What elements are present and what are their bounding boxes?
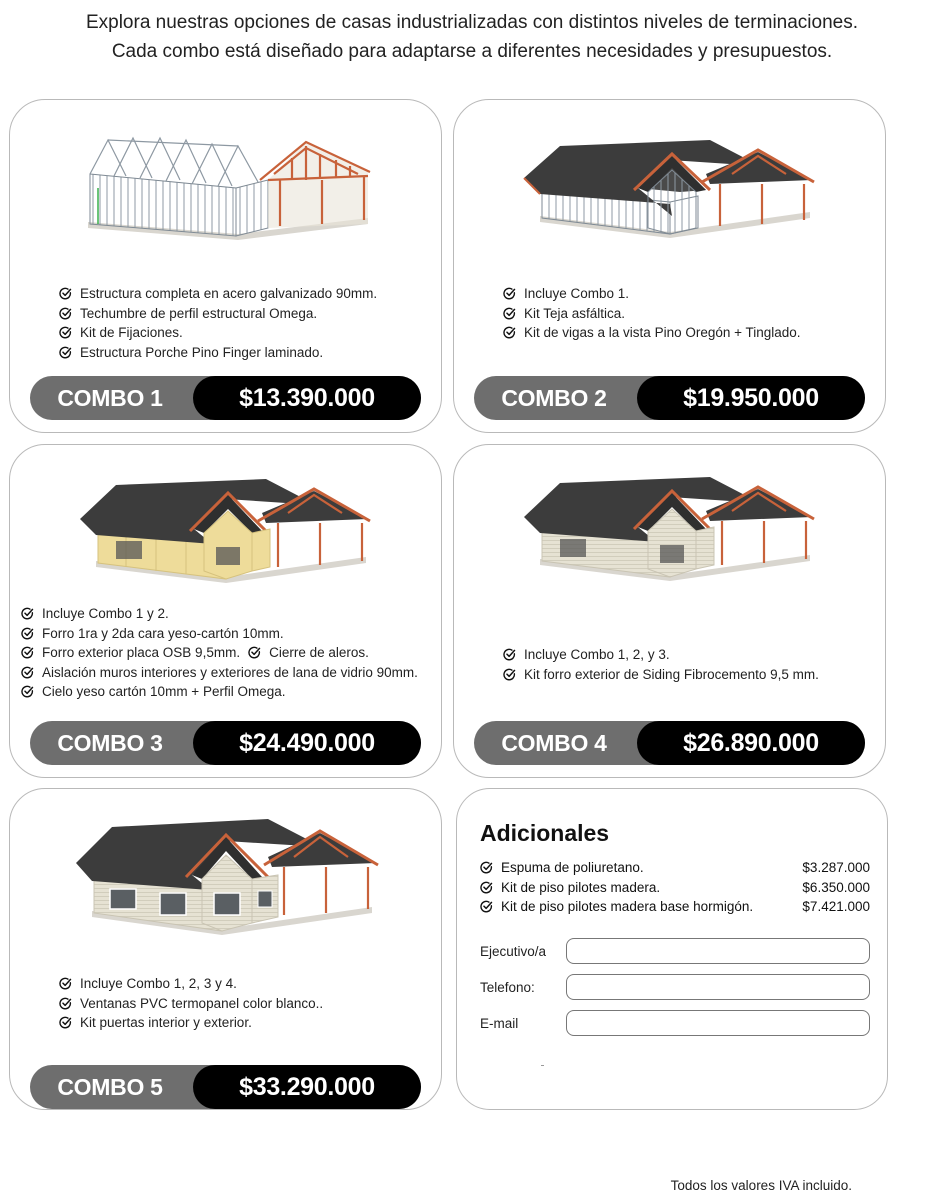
telefono-field[interactable]	[566, 974, 870, 1000]
combo-label: COMBO 5	[57, 1074, 163, 1100]
adicional-price: $3.287.000	[802, 860, 870, 875]
combo-3-price-pill[interactable]	[30, 721, 421, 765]
footnote: Todos los valores IVA incluido.	[670, 1178, 852, 1193]
combo-price: $19.950.000	[637, 376, 865, 420]
combo-price: $24.490.000	[193, 721, 421, 765]
check-circle-icon	[503, 287, 516, 300]
steel-frame-house-icon	[78, 128, 378, 253]
feature-item	[59, 343, 377, 363]
divider-dot	[541, 1065, 544, 1066]
ejecutivo-row	[480, 938, 870, 964]
combo-label: COMBO 3	[57, 730, 163, 756]
feature-text: Kit de vigas a la vista Pino Oregón + Tinglado.	[524, 325, 801, 340]
feature-item	[503, 323, 801, 343]
feature-text: Forro 1ra y 2da cara yeso-cartón 10mm.	[42, 625, 284, 641]
ejecutivo-label: Ejecutivo/a	[480, 944, 547, 959]
check-circle-icon	[59, 346, 72, 359]
check-circle-icon	[21, 607, 34, 620]
feature-text: Estructura completa en acero galvanizado 90mm.	[80, 286, 378, 301]
check-circle-icon	[480, 881, 493, 894]
feature-text: Estructura Porche Pino Finger laminado.	[80, 344, 324, 360]
ejecutivo-field[interactable]	[566, 938, 870, 964]
combo-1-card	[9, 99, 442, 433]
feature-text: Incluye Combo 1, 2, y 3.	[524, 647, 670, 662]
adicional-name: Kit de piso pilotes madera.	[501, 879, 661, 895]
feature-item	[59, 1013, 323, 1033]
feature-item	[59, 323, 377, 343]
check-circle-icon	[59, 977, 72, 990]
combo-1-features	[59, 284, 377, 362]
check-circle-icon	[503, 668, 516, 681]
check-circle-icon	[480, 861, 493, 874]
combo-price: $33.290.000	[193, 1065, 421, 1109]
feature-text: Incluye Combo 1 y 2.	[42, 606, 169, 621]
feature-item	[503, 665, 819, 685]
email-field[interactable]	[566, 1010, 870, 1036]
adicionales-card	[456, 788, 888, 1110]
combo-4-price-pill[interactable]	[474, 721, 865, 765]
adicional-item	[480, 878, 870, 898]
feature-item	[21, 624, 418, 644]
feature-item	[503, 284, 801, 304]
check-circle-icon	[21, 627, 34, 640]
adicional-name: Kit de piso pilotes madera base hormigón.	[501, 899, 754, 914]
check-circle-icon	[503, 326, 516, 339]
combo-4-card	[453, 444, 886, 778]
combo-5-features	[59, 974, 323, 1033]
feature-item	[503, 645, 819, 665]
feature-item	[503, 304, 801, 324]
combo-3-features	[21, 604, 418, 702]
finished-house-icon	[72, 805, 382, 945]
combo-label: COMBO 4	[501, 730, 607, 756]
check-circle-icon	[503, 307, 516, 320]
combo-price: $26.890.000	[637, 721, 865, 765]
feature-item	[59, 994, 323, 1014]
adicional-item	[480, 858, 870, 878]
email-label: E-mail	[480, 1016, 519, 1031]
combo-label: COMBO 2	[501, 385, 607, 411]
combo-label: COMBO 1	[57, 385, 163, 411]
check-circle-icon	[59, 326, 72, 339]
feature-text: Incluye Combo 1, 2, 3 y 4.	[80, 976, 237, 991]
check-circle-icon	[59, 307, 72, 320]
check-circle-icon	[59, 997, 72, 1010]
combo-3-card	[9, 444, 442, 778]
combo-1-price-pill[interactable]	[30, 376, 421, 420]
feature-item	[21, 643, 418, 663]
check-circle-icon	[21, 646, 34, 659]
feature-item	[59, 284, 377, 304]
intro-text	[0, 8, 944, 66]
check-circle-icon	[21, 685, 34, 698]
adicional-item	[480, 897, 870, 917]
feature-item	[21, 604, 418, 624]
feature-text: Aislación muros interiores y exteriores de lana de vidrio 90mm.	[42, 664, 418, 680]
check-circle-icon	[21, 666, 34, 679]
telefono-label: Telefono:	[480, 980, 535, 995]
check-circle-icon	[503, 648, 516, 661]
feature-text: Forro exterior placa OSB 9,5mm.	[42, 645, 241, 660]
feature-item	[59, 974, 323, 994]
siding-house-icon	[520, 465, 820, 590]
adicionales-list	[480, 858, 870, 917]
feature-text: Techumbre de perfil estructural Omega.	[80, 305, 318, 321]
feature-text: Cielo yeso cartón 10mm + Perfil Omega.	[42, 684, 286, 699]
intro-line-1: Explora nuestras opciones de casas industrializadas con distintos niveles de terminaciones.	[85, 12, 859, 33]
combo-5-card	[9, 788, 442, 1110]
feature-text: Kit de Fijaciones.	[80, 325, 183, 340]
adicionales-title: Adicionales	[480, 820, 610, 846]
adicional-price: $7.421.000	[802, 899, 870, 914]
check-circle-icon	[248, 646, 261, 659]
combo-4-features	[503, 645, 819, 684]
check-circle-icon	[480, 900, 493, 913]
feature-text: Kit forro exterior de Siding Fibrocemento 9,5 mm.	[524, 666, 819, 682]
combo-5-price-pill[interactable]	[30, 1065, 421, 1109]
roofed-frame-house-icon	[520, 130, 820, 250]
feature-item	[59, 304, 377, 324]
check-circle-icon	[59, 1016, 72, 1029]
feature-text: Kit puertas interior y exterior.	[80, 1015, 252, 1030]
feature-text: Incluye Combo 1.	[524, 286, 630, 301]
feature-item	[21, 682, 418, 702]
combo-price: $13.390.000	[193, 376, 421, 420]
feature-text: Ventanas PVC termopanel color blanco..	[80, 995, 324, 1011]
feature-item	[21, 663, 418, 683]
intro-line-2: Cada combo está diseñado para adaptarse a diferentes necesidades y presupuestos.	[111, 41, 833, 62]
feature-text: Kit Teja asfáltica.	[524, 305, 626, 321]
adicional-price: $6.350.000	[802, 879, 870, 895]
combo-2-card	[453, 99, 886, 433]
telefono-row	[480, 974, 870, 1000]
email-row	[480, 1010, 870, 1036]
combo-2-features	[503, 284, 801, 343]
check-circle-icon	[59, 287, 72, 300]
combo-2-price-pill[interactable]	[474, 376, 865, 420]
osb-clad-house-icon	[76, 467, 376, 592]
feature-text: Cierre de aleros.	[269, 645, 369, 660]
adicional-name: Espuma de poliuretano.	[501, 860, 644, 875]
